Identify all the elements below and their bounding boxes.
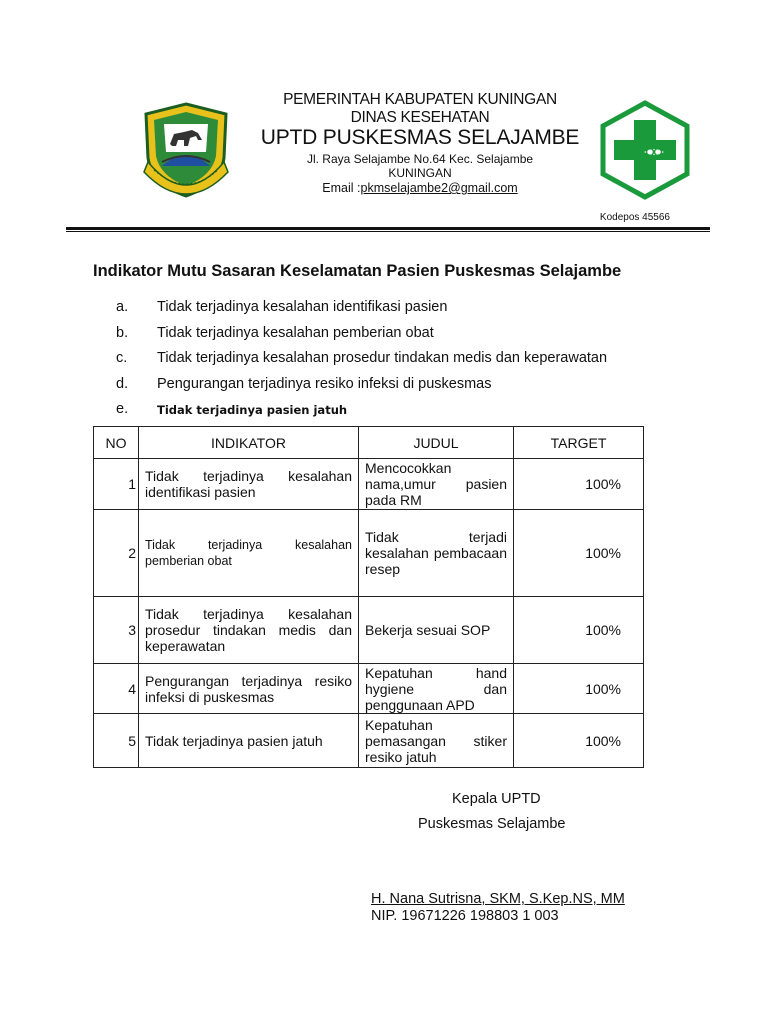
letterhead-department: DINAS KESEHATAN: [350, 109, 490, 126]
cell-no: 1: [94, 459, 139, 510]
list-item: Tidak terjadinya kesalahan prosedur tindakan medis dan keperawatan: [157, 350, 608, 366]
kuningan-emblem-icon: [140, 100, 232, 200]
list-item-letter: c.: [116, 350, 128, 366]
header-target: TARGET: [514, 427, 644, 459]
list-item-letter: d.: [116, 376, 129, 392]
cell-no: 5: [94, 714, 139, 768]
cell-judul: Tidak terjadi kesalahan pembacaan resep: [359, 510, 514, 597]
table-row: [94, 510, 644, 597]
list-item: Tidak terjadinya kesalahan identifikasi pasien: [157, 299, 448, 315]
postal-code: Kodepos 45566: [599, 212, 670, 223]
cell-target: 100%: [514, 597, 644, 664]
cell-no: 4: [94, 664, 139, 714]
header-no: NO: [94, 427, 139, 459]
letterhead-divider: [66, 227, 710, 230]
table-row: [94, 597, 644, 664]
signature-institution: Puskesmas Selajambe: [418, 816, 566, 832]
cell-indikator: Tidak terjadinya kesalahan identifikasi pasien: [139, 459, 359, 510]
letterhead-address: Jl. Raya Selajambe No.64 Kec. Selajambe: [306, 152, 534, 166]
header-indikator: INDIKATOR: [139, 427, 359, 459]
header-judul: JUDUL: [359, 427, 514, 459]
cell-no: 3: [94, 597, 139, 664]
list-item: Tidak terjadinya kesalahan pemberian obat: [157, 325, 434, 341]
list-item-letter: b.: [116, 325, 129, 341]
cell-target: 100%: [514, 664, 644, 714]
table-row: [94, 664, 644, 714]
indicator-table: [93, 426, 644, 768]
cell-indikator: Tidak terjadinya pasien jatuh: [139, 714, 359, 768]
table-row: [94, 459, 644, 510]
cell-indikator: Pengurangan terjadinya resiko infeksi di puskesmas: [139, 664, 359, 714]
cell-no: 2: [94, 510, 139, 597]
email-label: Email :: [322, 181, 361, 195]
table-header-row: [94, 427, 644, 459]
list-item: Tidak terjadinya pasien jatuh: [157, 403, 348, 417]
cell-indikator: Tidak terjadinya kesalahan pemberian obat: [139, 510, 359, 597]
signature-name: H. Nana Sutrisna, SKM, S.Kep.NS, MM: [371, 891, 625, 907]
list-item-letter: a.: [116, 299, 129, 315]
signature-nip: NIP. 19671226 198803 1 003: [371, 908, 559, 924]
cell-judul: Kepatuhan pemasangan stiker resiko jatuh: [359, 714, 514, 768]
cell-indikator: Tidak terjadinya kesalahan prosedur tindakan medis dan keperawatan: [139, 597, 359, 664]
letterhead-city: KUNINGAN: [388, 166, 452, 180]
puskesmas-logo-icon: [596, 100, 694, 200]
email-link[interactable]: pkmselajambe2@gmail.com: [360, 181, 518, 195]
cell-judul: Kepatuhan hand hygiene dan penggunaan APD: [359, 664, 514, 714]
table-row: [94, 714, 644, 768]
letterhead-institution: UPTD PUSKESMAS SELAJAMBE: [260, 126, 580, 149]
cell-target: 100%: [514, 714, 644, 768]
cell-target: 100%: [514, 510, 644, 597]
letterhead-government: PEMERINTAH KABUPATEN KUNINGAN: [283, 91, 557, 108]
list-item: Pengurangan terjadinya resiko infeksi di puskesmas: [157, 376, 492, 392]
letterhead-divider-thin: [66, 231, 710, 232]
signature-title: Kepala UPTD: [452, 791, 541, 807]
cell-target: 100%: [514, 459, 644, 510]
cell-judul: Bekerja sesuai SOP: [359, 597, 514, 664]
cell-judul: Mencocokkan nama,umur pasien pada RM: [359, 459, 514, 510]
letterhead-email: [250, 181, 590, 195]
list-item-letter: e.: [116, 401, 129, 417]
document-title: Indikator Mutu Sasaran Keselamatan Pasien Puskesmas Selajambe: [93, 262, 622, 280]
